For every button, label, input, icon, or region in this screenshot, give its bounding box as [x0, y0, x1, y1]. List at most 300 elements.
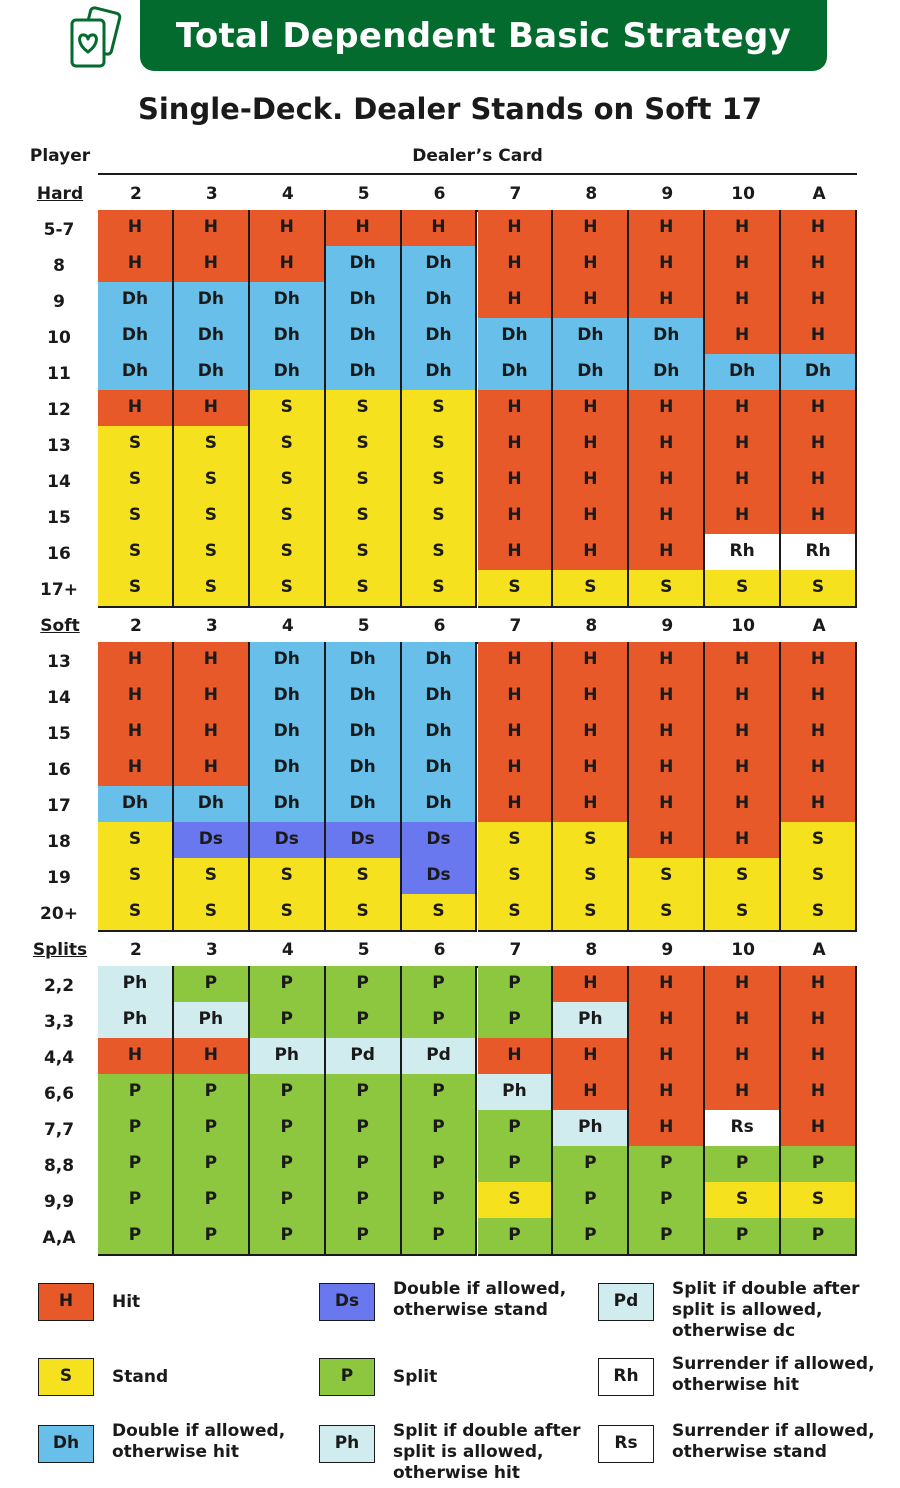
strategy-cell: Dh [174, 354, 250, 392]
strategy-cell: P [250, 1074, 326, 1112]
strategy-cell: S [705, 1182, 781, 1220]
strategy-cell: P [478, 1146, 554, 1184]
strategy-cell: S [98, 858, 174, 896]
strategy-cell: P [705, 1218, 781, 1256]
strategy-cell: P [402, 1002, 478, 1040]
dealer-card-header: 9 [661, 184, 674, 204]
page-subtitle: Single-Deck. Dealer Stands on Soft 17 [137, 92, 762, 126]
legend-swatch-h: H [38, 1283, 94, 1321]
strategy-cell: Dh [402, 246, 478, 284]
player-hand-label: 8 [53, 256, 65, 276]
strategy-cell: S [98, 822, 174, 860]
strategy-cell: Dh [174, 318, 250, 356]
strategy-cell: Ph [553, 1002, 629, 1040]
strategy-cell: S [478, 1182, 554, 1220]
legend-text-pd: Split if double after split is allowed, otherwise dc [672, 1279, 860, 1341]
strategy-cell: H [781, 714, 857, 752]
strategy-cell: H [781, 390, 857, 428]
strategy-cell: H [250, 210, 326, 248]
strategy-cell: S [478, 822, 554, 860]
strategy-cell: S [629, 858, 705, 896]
player-hand-label: 15 [47, 724, 71, 744]
strategy-cell: H [781, 642, 857, 680]
strategy-cell: Dh [250, 318, 326, 356]
strategy-cell: S [174, 462, 250, 500]
player-hand-label: 5-7 [43, 220, 75, 240]
legend-text-p: Split [393, 1367, 438, 1387]
strategy-cell: S [174, 426, 250, 464]
strategy-cell: H [705, 642, 781, 680]
strategy-cell: H [705, 1002, 781, 1040]
strategy-cell: Dh [553, 354, 629, 392]
strategy-cell: Ph [478, 1074, 554, 1112]
strategy-cell: S [174, 570, 250, 608]
strategy-cell: Ds [174, 822, 250, 860]
dealer-card-header: A [812, 940, 826, 960]
legend-text-s: Stand [112, 1367, 169, 1387]
strategy-cell: Dh [326, 750, 402, 788]
strategy-cell: H [781, 1110, 857, 1148]
strategy-cell: H [553, 426, 629, 464]
strategy-cell: Dh [326, 786, 402, 824]
player-hand-label: 7,7 [43, 1120, 75, 1140]
strategy-cell: H [629, 642, 705, 680]
strategy-cell: P [402, 1074, 478, 1112]
dealer-card-header: 3 [205, 616, 218, 636]
strategy-cell: H [478, 210, 554, 248]
strategy-cell: S [781, 858, 857, 896]
dealer-card-header: 6 [433, 940, 446, 960]
strategy-cell: P [250, 1146, 326, 1184]
strategy-cell: H [781, 786, 857, 824]
strategy-cell: H [478, 786, 554, 824]
player-hand-label: 16 [47, 760, 71, 780]
strategy-cell: H [629, 210, 705, 248]
legend-swatch-ds: Ds [319, 1283, 375, 1321]
strategy-cell: H [781, 210, 857, 248]
strategy-cell: Dh [250, 642, 326, 680]
strategy-cell: P [553, 1218, 629, 1256]
strategy-cell: S [553, 570, 629, 608]
strategy-cell: S [98, 534, 174, 572]
strategy-cell: S [250, 858, 326, 896]
player-hand-label: 9,9 [43, 1192, 75, 1212]
dealer-card-header: 2 [130, 184, 142, 204]
strategy-cell: H [174, 390, 250, 428]
strategy-cell: Dh [478, 318, 554, 356]
strategy-cell: H [629, 750, 705, 788]
strategy-cell: H [478, 678, 554, 716]
strategy-cell: S [174, 498, 250, 536]
player-hand-label: 6,6 [43, 1084, 75, 1104]
strategy-cell: Dh [174, 786, 250, 824]
strategy-cell: H [174, 678, 250, 716]
strategy-cell: P [326, 966, 402, 1004]
strategy-cell: Dh [250, 750, 326, 788]
strategy-cell: Dh [402, 642, 478, 680]
strategy-cell: H [174, 714, 250, 752]
strategy-cell: H [98, 642, 174, 680]
strategy-cell: P [553, 1182, 629, 1220]
strategy-cell: Dh [553, 318, 629, 356]
strategy-cell: H [629, 390, 705, 428]
strategy-cell: S [705, 858, 781, 896]
strategy-cell: P [705, 1146, 781, 1184]
strategy-cell: H [478, 498, 554, 536]
dealer-card-header: 6 [433, 184, 446, 204]
strategy-cell: H [705, 678, 781, 716]
strategy-cell: H [629, 1110, 705, 1148]
strategy-cell: P [98, 1182, 174, 1220]
legend-text-rs: Surrender if allowed, otherwise stand [672, 1421, 875, 1462]
strategy-cell: H [174, 210, 250, 248]
strategy-cell: H [478, 426, 554, 464]
strategy-cell: S [250, 498, 326, 536]
strategy-cell: H [478, 534, 554, 572]
strategy-cell: Rh [781, 534, 857, 572]
player-hand-label: 17+ [40, 580, 78, 600]
strategy-cell: H [781, 750, 857, 788]
player-hand-label: 14 [47, 688, 71, 708]
strategy-cell: P [326, 1110, 402, 1148]
strategy-cell: H [98, 750, 174, 788]
strategy-cell: P [250, 1182, 326, 1220]
dealer-card-header: 7 [509, 940, 522, 960]
strategy-cell: H [705, 786, 781, 824]
strategy-cell: S [402, 498, 478, 536]
strategy-cell: H [478, 1038, 554, 1076]
legend-swatch-dh: Dh [38, 1425, 94, 1463]
strategy-cell: P [478, 1218, 554, 1256]
legend-text-dh: Double if allowed, otherwise hit [112, 1421, 286, 1462]
strategy-cell: H [705, 246, 781, 284]
strategy-cell: Dh [250, 714, 326, 752]
legend-swatch-s: S [38, 1358, 94, 1396]
dealer-card-header: 9 [661, 616, 674, 636]
player-hand-label: 18 [47, 832, 71, 852]
strategy-cell: Ds [326, 822, 402, 860]
strategy-cell: H [174, 750, 250, 788]
strategy-cell: H [781, 678, 857, 716]
strategy-cell: S [326, 498, 402, 536]
strategy-cell: Pd [402, 1038, 478, 1076]
strategy-cell: H [629, 462, 705, 500]
strategy-cell: Dh [402, 714, 478, 752]
player-hand-label: 9 [53, 292, 65, 312]
strategy-cell: S [250, 570, 326, 608]
strategy-cell: H [98, 678, 174, 716]
strategy-cell: S [478, 570, 554, 608]
strategy-cell: Rs [705, 1110, 781, 1148]
strategy-cell: P [402, 966, 478, 1004]
strategy-cell: H [98, 246, 174, 284]
strategy-cell: S [705, 570, 781, 608]
strategy-cell: Dh [629, 318, 705, 356]
strategy-cell: Dh [402, 318, 478, 356]
player-hand-label: 13 [47, 652, 71, 672]
strategy-cell: S [250, 534, 326, 572]
strategy-cell: S [250, 390, 326, 428]
strategy-cell: H [781, 462, 857, 500]
dealer-card-header: 2 [130, 616, 142, 636]
legend-text-h: Hit [112, 1292, 141, 1312]
legend-text-ds: Double if allowed, otherwise stand [393, 1279, 567, 1320]
strategy-cell: P [98, 1074, 174, 1112]
strategy-cell: H [705, 390, 781, 428]
strategy-cell: S [478, 894, 554, 932]
strategy-cell: H [781, 1074, 857, 1112]
strategy-cell: H [553, 246, 629, 284]
strategy-cell: Dh [402, 354, 478, 392]
strategy-cell: S [250, 894, 326, 932]
strategy-cell: P [174, 1218, 250, 1256]
legend-swatch-rs: Rs [598, 1425, 654, 1463]
strategy-cell: H [629, 966, 705, 1004]
strategy-cell: H [553, 786, 629, 824]
strategy-cell: H [174, 642, 250, 680]
strategy-cell: P [174, 1182, 250, 1220]
strategy-cell: H [705, 318, 781, 356]
section-label-soft: Soft [40, 616, 80, 636]
strategy-cell: S [326, 858, 402, 896]
player-hand-label: 2,2 [43, 976, 75, 996]
strategy-cell: S [326, 534, 402, 572]
dealer-card-header: 9 [661, 940, 674, 960]
strategy-cell: H [705, 714, 781, 752]
strategy-cell: Dh [174, 282, 250, 320]
strategy-cell: S [174, 894, 250, 932]
strategy-cell: H [629, 678, 705, 716]
strategy-cell: Dh [629, 354, 705, 392]
strategy-cell: P [98, 1218, 174, 1256]
player-hand-label: 15 [47, 508, 71, 528]
strategy-cell: S [174, 534, 250, 572]
strategy-cell: Dh [250, 354, 326, 392]
strategy-cell: Dh [98, 354, 174, 392]
strategy-cell: P [629, 1146, 705, 1184]
legend-swatch-rh: Rh [598, 1358, 654, 1396]
strategy-cell: H [781, 1038, 857, 1076]
strategy-cell: Ph [98, 966, 174, 1004]
strategy-cell: H [553, 210, 629, 248]
strategy-cell: H [326, 210, 402, 248]
player-hand-label: 17 [47, 796, 71, 816]
strategy-cell: H [705, 462, 781, 500]
legend-swatch-ph: Ph [319, 1425, 375, 1463]
player-hand-label: 13 [47, 436, 71, 456]
strategy-cell: P [326, 1182, 402, 1220]
player-hand-label: 4,4 [43, 1048, 75, 1068]
strategy-cell: Ph [553, 1110, 629, 1148]
dealer-card-header: A [812, 184, 826, 204]
strategy-cell: S [402, 894, 478, 932]
player-hand-label: 14 [47, 472, 71, 492]
strategy-cell: H [629, 1002, 705, 1040]
strategy-cell: Dh [326, 642, 402, 680]
strategy-cell: H [553, 642, 629, 680]
strategy-cell: S [781, 570, 857, 608]
strategy-cell: S [402, 390, 478, 428]
strategy-cell: H [98, 1038, 174, 1076]
legend-swatch-p: P [319, 1358, 375, 1396]
strategy-cell: Dh [250, 678, 326, 716]
strategy-cell: P [781, 1146, 857, 1184]
legend-swatch-pd: Pd [598, 1283, 654, 1321]
strategy-cell: P [326, 1146, 402, 1184]
strategy-cell: H [705, 966, 781, 1004]
strategy-cell: P [402, 1146, 478, 1184]
legend-text-rh: Surrender if allowed, otherwise hit [672, 1354, 875, 1395]
strategy-cell: H [629, 498, 705, 536]
strategy-cell: S [553, 858, 629, 896]
strategy-cell: H [629, 822, 705, 860]
strategy-cell: Ph [250, 1038, 326, 1076]
strategy-cell: P [402, 1182, 478, 1220]
dealer-card-header: 3 [205, 940, 218, 960]
strategy-cell: S [402, 570, 478, 608]
strategy-cell: H [98, 210, 174, 248]
player-hand-label: 8,8 [43, 1156, 75, 1176]
strategy-cell: H [629, 534, 705, 572]
strategy-cell: P [478, 1110, 554, 1148]
strategy-cell: S [98, 498, 174, 536]
strategy-cell: P [402, 1110, 478, 1148]
strategy-cell: Ph [98, 1002, 174, 1040]
strategy-cell: H [174, 246, 250, 284]
strategy-cell: H [478, 246, 554, 284]
strategy-cell: Ds [402, 822, 478, 860]
strategy-cell: Dh [402, 282, 478, 320]
strategy-cell: H [553, 1074, 629, 1112]
strategy-cell: S [326, 390, 402, 428]
strategy-cell: P [250, 1110, 326, 1148]
dealer-card-header: 5 [357, 184, 370, 204]
strategy-cell: S [174, 858, 250, 896]
strategy-cell: P [250, 1218, 326, 1256]
strategy-cell: P [174, 1146, 250, 1184]
dealer-card-header: 8 [585, 184, 598, 204]
strategy-cell: H [781, 498, 857, 536]
strategy-cell: H [478, 462, 554, 500]
strategy-cell: H [478, 642, 554, 680]
player-hand-label: 19 [47, 868, 71, 888]
dealer-card-header: 7 [509, 184, 522, 204]
player-hand-label: 3,3 [43, 1012, 75, 1032]
strategy-cell: H [705, 282, 781, 320]
player-hand-label: 12 [47, 400, 71, 420]
strategy-cell: H [781, 282, 857, 320]
strategy-cell: Dh [98, 318, 174, 356]
strategy-cell: P [478, 1002, 554, 1040]
dealer-card-header: 2 [130, 940, 142, 960]
strategy-cell: Dh [781, 354, 857, 392]
strategy-cell: S [781, 822, 857, 860]
strategy-cell: H [705, 498, 781, 536]
section-label-hard: Hard [36, 184, 84, 204]
strategy-cell: P [553, 1146, 629, 1184]
player-hand-label: 11 [47, 364, 71, 384]
strategy-cell: P [250, 1002, 326, 1040]
strategy-cell: Dh [326, 714, 402, 752]
section-label-splits: Splits [32, 940, 88, 960]
strategy-cell: P [326, 1074, 402, 1112]
dealer-card-header: 10 [731, 184, 755, 204]
dealer-card-header: 7 [509, 616, 522, 636]
strategy-cell: H [98, 390, 174, 428]
dealer-card-header: A [812, 616, 826, 636]
strategy-cell: Dh [402, 786, 478, 824]
strategy-cell: H [705, 210, 781, 248]
strategy-cell: S [402, 534, 478, 572]
strategy-cell: H [402, 210, 478, 248]
strategy-cell: H [478, 282, 554, 320]
strategy-cell: H [705, 1038, 781, 1076]
strategy-cell: P [478, 966, 554, 1004]
strategy-cell: Dh [98, 786, 174, 824]
strategy-cell: P [174, 966, 250, 1004]
dealer-axis-label: Dealer’s Card [412, 146, 543, 166]
strategy-cell: Ds [402, 858, 478, 896]
strategy-cell: Dh [478, 354, 554, 392]
strategy-cell: Dh [705, 354, 781, 392]
strategy-cell: Dh [98, 282, 174, 320]
strategy-cell: Dh [326, 318, 402, 356]
dealer-card-header: 4 [281, 616, 294, 636]
strategy-cell: P [781, 1218, 857, 1256]
strategy-cell: P [174, 1110, 250, 1148]
player-hand-label: A,A [42, 1228, 76, 1248]
strategy-cell: Dh [326, 246, 402, 284]
dealer-card-header: 5 [357, 940, 370, 960]
player-hand-label: 20+ [40, 904, 78, 924]
strategy-cell: Pd [326, 1038, 402, 1076]
strategy-cell: S [705, 894, 781, 932]
strategy-cell: P [629, 1182, 705, 1220]
strategy-cell: H [553, 750, 629, 788]
strategy-cell: H [553, 678, 629, 716]
strategy-cell: H [781, 1002, 857, 1040]
strategy-cell: H [478, 714, 554, 752]
strategy-cell: H [478, 390, 554, 428]
strategy-cell: H [478, 750, 554, 788]
strategy-cell: H [553, 966, 629, 1004]
dealer-card-header: 6 [433, 616, 446, 636]
strategy-cell: P [402, 1218, 478, 1256]
strategy-cell: H [629, 246, 705, 284]
strategy-cell: S [326, 426, 402, 464]
strategy-cell: H [781, 426, 857, 464]
strategy-cell: S [98, 426, 174, 464]
strategy-cell: H [781, 966, 857, 1004]
page-title: Total Dependent Basic Strategy [175, 15, 792, 56]
strategy-cell: Ph [174, 1002, 250, 1040]
strategy-cell: H [553, 1038, 629, 1076]
strategy-cell: S [250, 462, 326, 500]
strategy-cell: P [250, 966, 326, 1004]
player-hand-label: 10 [47, 328, 71, 348]
strategy-cell: P [629, 1218, 705, 1256]
strategy-cell: S [781, 894, 857, 932]
strategy-cell: H [553, 534, 629, 572]
strategy-cell: H [629, 786, 705, 824]
strategy-cell: H [705, 750, 781, 788]
strategy-cell: S [478, 858, 554, 896]
strategy-cell: P [326, 1002, 402, 1040]
strategy-cell: S [250, 426, 326, 464]
legend-text-ph: Split if double after split is allowed, otherwise hit [393, 1421, 581, 1483]
strategy-cell: Dh [402, 678, 478, 716]
strategy-cell: S [402, 462, 478, 500]
